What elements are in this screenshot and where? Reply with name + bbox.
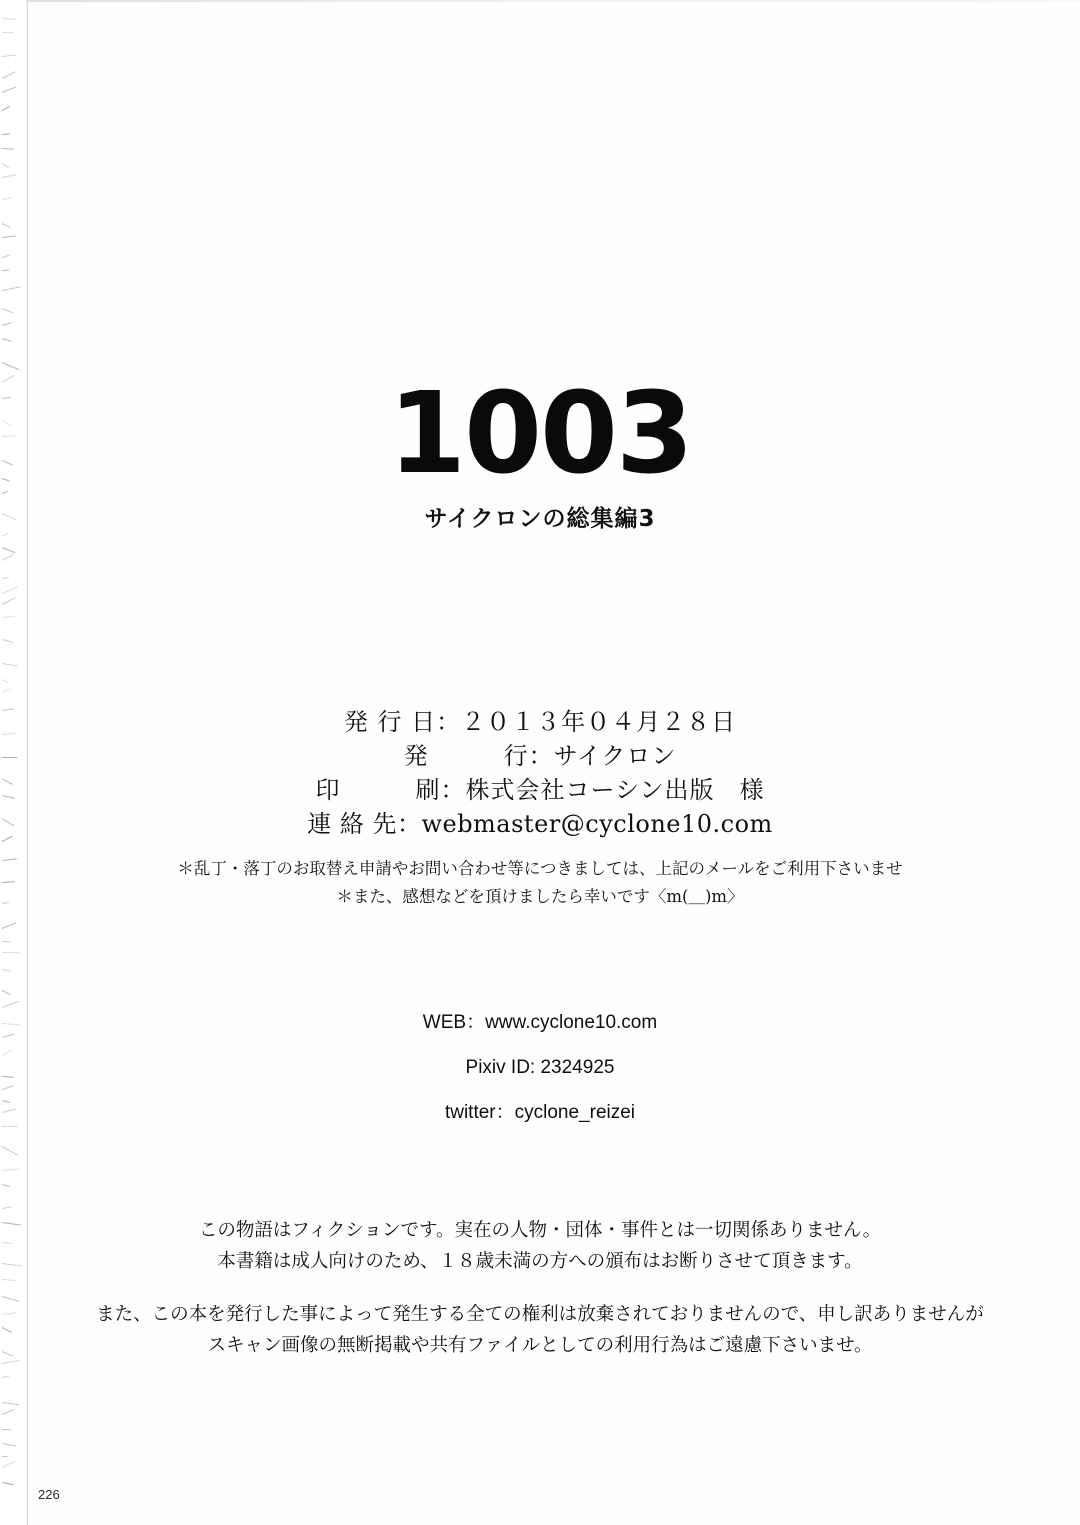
scan-artifact-mark (2, 1168, 19, 1171)
colophon-publisher: 発 行：サイクロン (403, 742, 677, 770)
disclaimer-rights-2: スキャン画像の無断掲載や共有ファイルとしての利用行為はご遠慮下さいませ。 (207, 1335, 873, 1356)
scan-artifact-mark (2, 1033, 15, 1037)
scan-artifact-mark (2, 32, 14, 33)
scan-artifact-mark (2, 941, 11, 942)
colophon-publish-date: 発 行 日：２０１３年０４月２８日 (343, 708, 737, 736)
scan-artifact-mark (2, 795, 15, 799)
scan-artifact-mark (2, 236, 16, 239)
scan-artifact-mark (2, 1263, 21, 1266)
scan-artifact-mark (2, 1312, 17, 1315)
scan-artifact-mark (2, 148, 14, 150)
disclaimer-spacer (60, 1277, 1020, 1299)
scan-artifact-mark (2, 1023, 21, 1025)
scan-artifact-mark (2, 547, 15, 553)
scan-artifact-mark (2, 969, 11, 971)
scan-artifact-mark (2, 757, 17, 758)
links-block (60, 1000, 1020, 1135)
scan-artifact-mark (2, 1376, 9, 1378)
scan-artifact-mark (2, 134, 10, 135)
scan-artifact-mark (2, 1000, 19, 1007)
scan-artifact-mark (2, 858, 17, 861)
scan-artifact-mark (2, 1184, 10, 1187)
page-number: 226 (38, 1487, 60, 1502)
scan-artifact-mark (2, 1279, 16, 1281)
scan-artifact-mark (2, 478, 10, 481)
title-block (60, 369, 1020, 533)
scan-artifact-mark (2, 490, 8, 493)
page-subtitle: サイクロンの総集編3 (424, 506, 656, 532)
scan-artifact-mark (2, 532, 10, 537)
scan-edge-artifacts (0, 0, 26, 1525)
scan-artifact-mark (2, 1409, 14, 1415)
scan-artifact-mark (2, 663, 18, 666)
scan-artifact-mark (2, 1126, 18, 1127)
scan-artifact-mark (2, 308, 14, 313)
disclaimer-rights-1: また、この本を発行した事によって発生する全ての権利は放棄されておりませんので、申し訳ありませんが (96, 1304, 984, 1325)
scan-artifact-mark (2, 1455, 8, 1456)
scan-artifact-mark (2, 1108, 15, 1112)
scan-artifact-mark (2, 1360, 20, 1364)
scan-artifact-mark (2, 513, 16, 520)
scan-artifact-mark (2, 286, 21, 291)
scan-artifact-mark (2, 1296, 19, 1302)
scan-artifact-mark (2, 269, 9, 271)
disclaimer-block (60, 1215, 1020, 1361)
scan-artifact-mark (2, 689, 11, 692)
scan-artifact-mark (2, 639, 14, 643)
scan-artifact-mark (2, 1207, 12, 1210)
colophon-block (60, 705, 1020, 841)
note-feedback: ＊また、感想などを頂けましたら幸いです〈m(＿)m〉 (336, 887, 744, 906)
disclaimer-fiction: この物語はフィクションです。実在の人物・団体・事件とは一切関係ありません。 (198, 1220, 882, 1241)
scan-artifact-mark (2, 990, 12, 995)
scan-artifact-mark (2, 163, 10, 168)
page-content (60, 0, 1020, 1525)
scan-artifact-mark (2, 902, 9, 904)
scan-artifact-mark (2, 587, 18, 595)
scan-artifact-mark (2, 460, 14, 466)
scan-artifact-mark (2, 1460, 16, 1467)
scan-artifact-mark (2, 175, 16, 179)
page-title: 1003 (388, 369, 692, 499)
disclaimer-adult-only: 本書籍は成人向けのため、１８歳未満の方への頒布はお断りさせて頂きます。 (217, 1251, 863, 1272)
scan-artifact-mark (2, 952, 21, 953)
scan-artifact-mark (2, 1482, 14, 1485)
scan-artifact-mark (2, 708, 14, 711)
scan-artifact-mark (2, 679, 9, 683)
scan-artifact-mark (2, 322, 12, 326)
scan-artifact-mark (2, 86, 17, 93)
scan-artifact-mark (2, 1100, 10, 1103)
scan-artifact-mark (2, 1050, 12, 1056)
scan-artifact-mark (2, 362, 20, 370)
scan-artifact-mark (2, 375, 14, 383)
scan-artifact-mark (2, 577, 9, 579)
notes-block (60, 855, 1020, 911)
scan-artifact-mark (2, 338, 12, 342)
scan-artifact-mark (2, 54, 16, 56)
scan-artifact-mark (2, 732, 15, 734)
scan-artifact-mark (2, 223, 11, 228)
scan-artifact-mark (2, 1076, 14, 1078)
link-website[interactable]: WEB：www.cyclone10.com (422, 1012, 658, 1033)
scan-artifact-mark (2, 71, 16, 79)
scan-artifact-mark (2, 1242, 12, 1244)
scan-artifact-mark (2, 420, 11, 426)
scan-edge-line (27, 0, 28, 1525)
scan-artifact-mark (2, 616, 15, 618)
scan-artifact-mark (2, 18, 15, 20)
scan-artifact-mark (2, 1085, 13, 1090)
scan-artifact-mark (2, 1443, 16, 1447)
scan-artifact-mark (2, 106, 10, 111)
scan-artifact-mark (2, 435, 16, 437)
scan-artifact-mark (2, 598, 16, 605)
scan-artifact-mark (2, 835, 13, 841)
scan-artifact-mark (2, 1222, 21, 1225)
scan-artifact-mark (2, 1402, 19, 1405)
scan-artifact-mark (2, 818, 14, 826)
scan-artifact-mark (2, 1429, 11, 1430)
scan-artifact-mark (2, 1351, 14, 1357)
note-defective-copy: ＊乱丁・落丁のお取替え申請やお問い合わせ等につきましては、上記のメールをご利用下さいませ (177, 859, 903, 878)
link-twitter[interactable]: twitter：cyclone_reizei (444, 1102, 636, 1123)
scan-artifact-mark (2, 255, 10, 258)
scan-artifact-mark (2, 922, 16, 929)
scan-artifact-mark (2, 397, 11, 399)
scan-artifact-mark (2, 554, 14, 561)
scan-artifact-mark (2, 197, 13, 200)
colophon-printer: 印 刷：株式会社コーシン出版 様 (315, 776, 765, 804)
scan-artifact-mark (2, 1146, 19, 1156)
link-pixiv-id[interactable]: Pixiv ID: 2324925 (465, 1057, 615, 1078)
scan-artifact-mark (2, 881, 15, 883)
scan-artifact-mark (2, 1327, 13, 1333)
scan-artifact-mark (2, 778, 13, 785)
colophon-contact-email: 連 絡 先：webmaster@cyclone10.com (307, 810, 773, 838)
